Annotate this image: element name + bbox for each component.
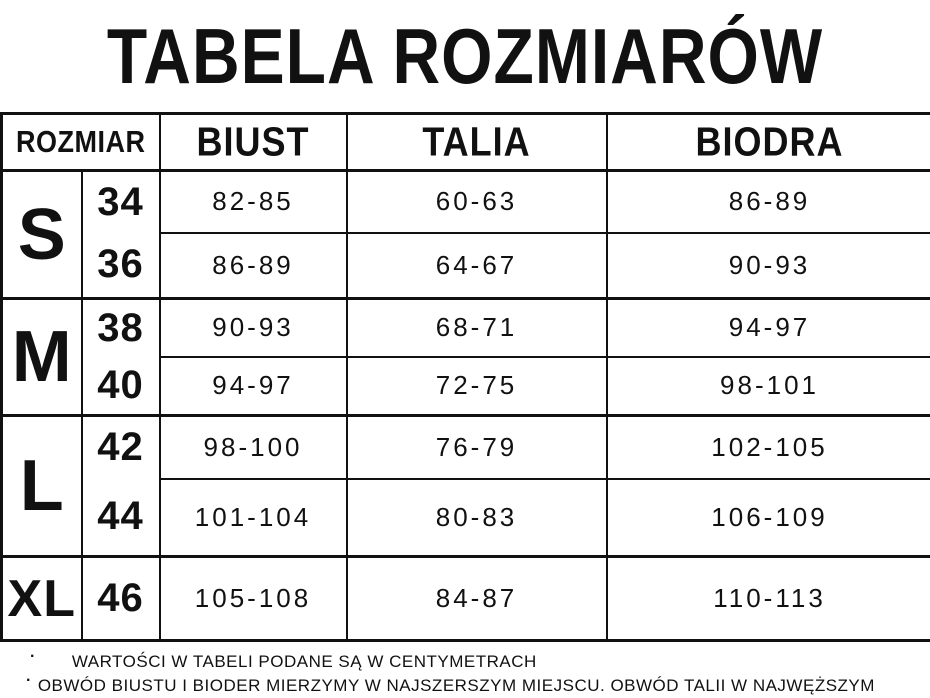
footnote — [26, 674, 930, 698]
column-header-biust — [160, 114, 347, 171]
page-title-text: TABELA ROZMIARÓW — [106, 12, 824, 100]
biodra-value: 98-101 — [607, 357, 930, 416]
size-number: 38 — [97, 305, 144, 350]
size-number-cell — [82, 171, 160, 233]
size-number: 44 — [97, 494, 144, 539]
footnote-text: WARTOŚCI W TABELI PODANE SĄ W CENTYMETRACH — [71, 652, 537, 671]
biust-value: 98-100 — [160, 416, 347, 479]
footnote — [26, 650, 930, 674]
size-group-label-text: S — [17, 194, 66, 275]
header-row — [2, 114, 930, 171]
size-number: 36 — [97, 242, 144, 287]
biodra-value: 86-89 — [607, 171, 930, 233]
talia-value: 64-67 — [347, 233, 607, 299]
table-row — [2, 416, 930, 479]
column-header-biust-text: BIUST — [196, 118, 310, 165]
talia-value: 68-71 — [347, 299, 607, 357]
biust-value: 105-108 — [160, 557, 347, 641]
table-row — [2, 357, 930, 416]
table-row — [2, 557, 930, 641]
table-row — [2, 233, 930, 299]
footnote-marker: · — [30, 648, 36, 665]
size-group-label — [2, 416, 82, 557]
column-header-biodra — [607, 114, 930, 171]
footnotes — [0, 642, 930, 698]
size-number-cell — [82, 479, 160, 557]
table-row — [2, 299, 930, 357]
column-header-talia-text: TALIA — [422, 118, 531, 165]
biodra-value: 106-109 — [607, 479, 930, 557]
table-row — [2, 171, 930, 233]
biodra-value: 90-93 — [607, 233, 930, 299]
talia-value: 84-87 — [347, 557, 607, 641]
talia-value: 60-63 — [347, 171, 607, 233]
size-group-label-text: L — [19, 446, 64, 526]
size-group-label — [2, 171, 82, 299]
talia-value: 76-79 — [347, 416, 607, 479]
page-title — [0, 0, 930, 112]
biodra-value: 102-105 — [607, 416, 930, 479]
biust-value: 101-104 — [160, 479, 347, 557]
biust-value: 90-93 — [160, 299, 347, 357]
size-number: 34 — [97, 179, 144, 224]
column-header-biodra-text: BIODRA — [695, 118, 844, 165]
column-header-rozmiar-text: ROZMIAR — [16, 124, 146, 159]
size-number: 46 — [97, 576, 144, 620]
footnote-text: OBWÓD BIUSTU I BIODER MIERZYMY W NAJSZERSZYM MIEJSCU. OBWÓD TALII W NAJWĘŻSZYM — [37, 676, 875, 695]
size-number: 40 — [97, 362, 144, 407]
footnote-marker: · — [26, 672, 32, 689]
biodra-value: 94-97 — [607, 299, 930, 357]
column-header-rozmiar — [2, 114, 160, 171]
talia-value: 72-75 — [347, 357, 607, 416]
size-number-cell — [82, 299, 160, 357]
size-group-label — [2, 557, 82, 641]
size-number-cell — [82, 557, 160, 641]
size-number-cell — [82, 357, 160, 416]
size-table — [0, 112, 930, 642]
table-row — [2, 479, 930, 557]
size-group-label-text: M — [11, 317, 72, 397]
size-number-cell — [82, 233, 160, 299]
size-number: 42 — [97, 425, 144, 470]
biodra-value: 110-113 — [607, 557, 930, 641]
size-group-label-text: XL — [7, 569, 76, 628]
talia-value: 80-83 — [347, 479, 607, 557]
size-group-label — [2, 299, 82, 416]
column-header-talia — [347, 114, 607, 171]
biust-value: 94-97 — [160, 357, 347, 416]
biust-value: 86-89 — [160, 233, 347, 299]
size-number-cell — [82, 416, 160, 479]
biust-value: 82-85 — [160, 171, 347, 233]
